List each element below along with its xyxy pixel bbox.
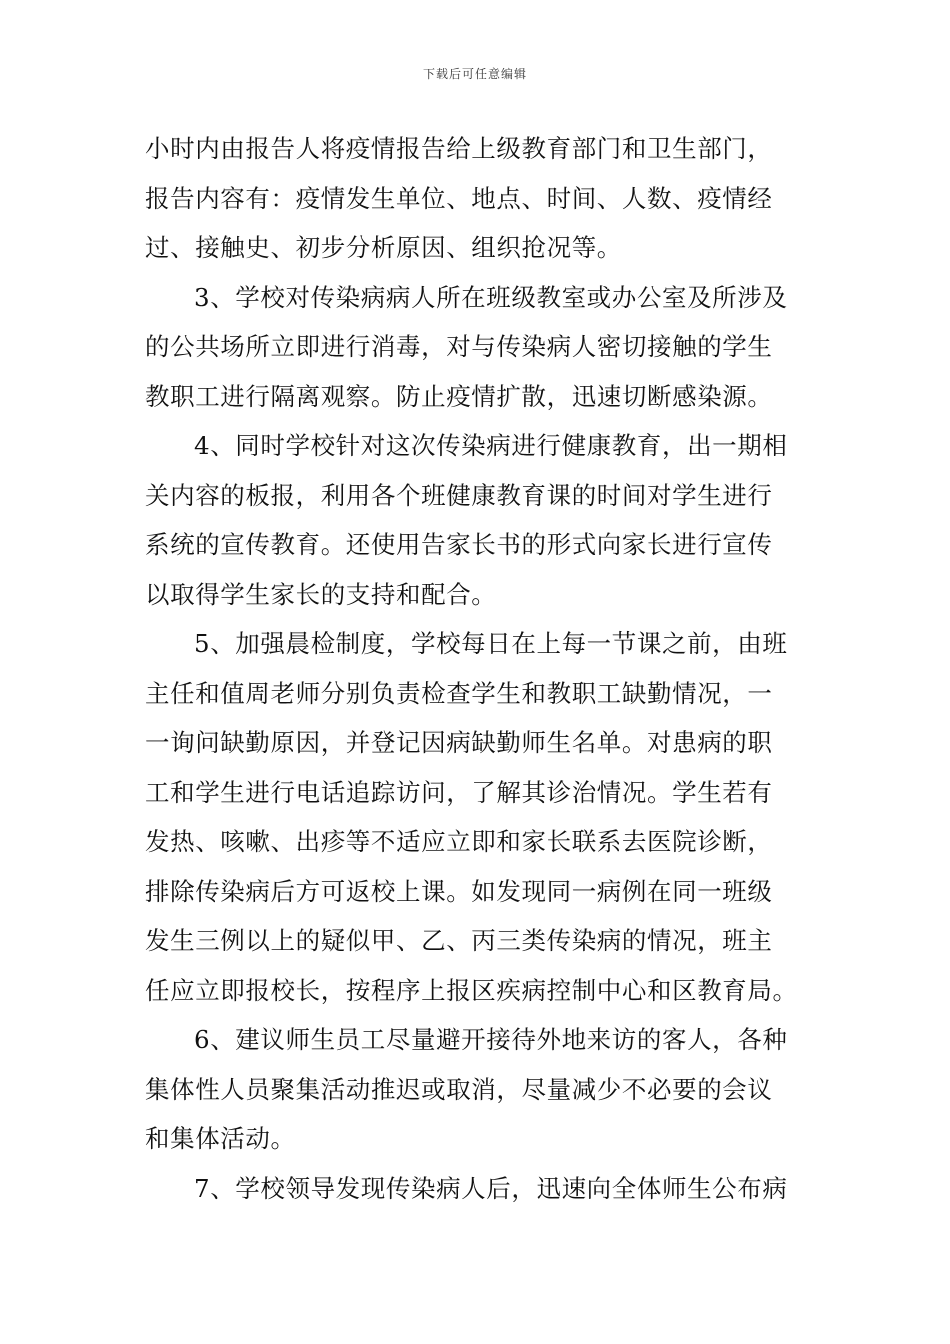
page-header: 下载后可任意编辑 bbox=[422, 67, 527, 81]
paragraph bbox=[145, 1015, 809, 1164]
text-line: 和集体活动。 bbox=[145, 1124, 296, 1153]
text-line: 以取得学生家长的支持和配合。 bbox=[145, 579, 497, 609]
text-line: 小时内由报告人将疫情报告给上级教育部门和卫生部门， bbox=[145, 134, 773, 163]
text-line: 过、接触史、初步分析原因、组织抢况等。 bbox=[145, 233, 622, 262]
text-line: 报告内容有：疫情发生单位、地点、时间、人数、疫情经 bbox=[145, 183, 773, 213]
text-line: 关内容的板报，利用各个班健康教育课的时间对学生进行 bbox=[145, 480, 773, 510]
text-line: 6、建议师生员工尽量避开接待外地来访的客人，各种 bbox=[194, 1025, 788, 1054]
text-line: 任应立即报校长，按程序上报区疾病控制中心和区教育局。 bbox=[145, 975, 798, 1005]
text-line: 集体性人员聚集活动推迟或取消，尽量减少不必要的会议 bbox=[145, 1074, 773, 1104]
text-line: 主任和值周老师分别负责检查学生和教职工缺勤情况，一 bbox=[145, 678, 773, 708]
paragraph bbox=[145, 1164, 809, 1214]
paragraph bbox=[145, 124, 809, 273]
text-line: 的公共场所立即进行消毒，对与传染病人密切接触的学生 bbox=[145, 332, 773, 361]
text-line: 教职工进行隔离观察。防止疫情扩散，迅速切断感染源。 bbox=[145, 381, 773, 411]
document-body bbox=[145, 124, 809, 1213]
text-line: 5、加强晨检制度，学校每日在上每一节课之前，由班 bbox=[194, 629, 788, 658]
text-line: 7、学校领导发现传染病人后，迅速向全体师生公布病 bbox=[194, 1173, 788, 1203]
text-line: 发热、咳嗽、出疹等不适应立即和家长联系去医院诊断， bbox=[145, 827, 773, 856]
text-line: 4、同时学校针对这次传染病进行健康教育，出一期相 bbox=[194, 431, 788, 460]
text-line: 发生三例以上的疑似甲、乙、丙三类传染病的情况，班主 bbox=[145, 926, 773, 955]
paragraph bbox=[145, 619, 809, 1015]
paragraph bbox=[145, 421, 809, 619]
text-line: 3、学校对传染病病人所在班级教室或办公室及所涉及 bbox=[194, 282, 788, 312]
text-line: 工和学生进行电话追踪访问，了解其诊治情况。学生若有 bbox=[145, 777, 773, 807]
text-line: 排除传染病后方可返校上课。如发现同一病例在同一班级 bbox=[145, 876, 773, 906]
text-line: 一询问缺勤原因，并登记因病缺勤师生名单。对患病的职 bbox=[145, 728, 773, 757]
text-line: 系统的宣传教育。还使用告家长书的形式向家长进行宣传 bbox=[145, 530, 773, 559]
paragraph bbox=[145, 273, 809, 422]
